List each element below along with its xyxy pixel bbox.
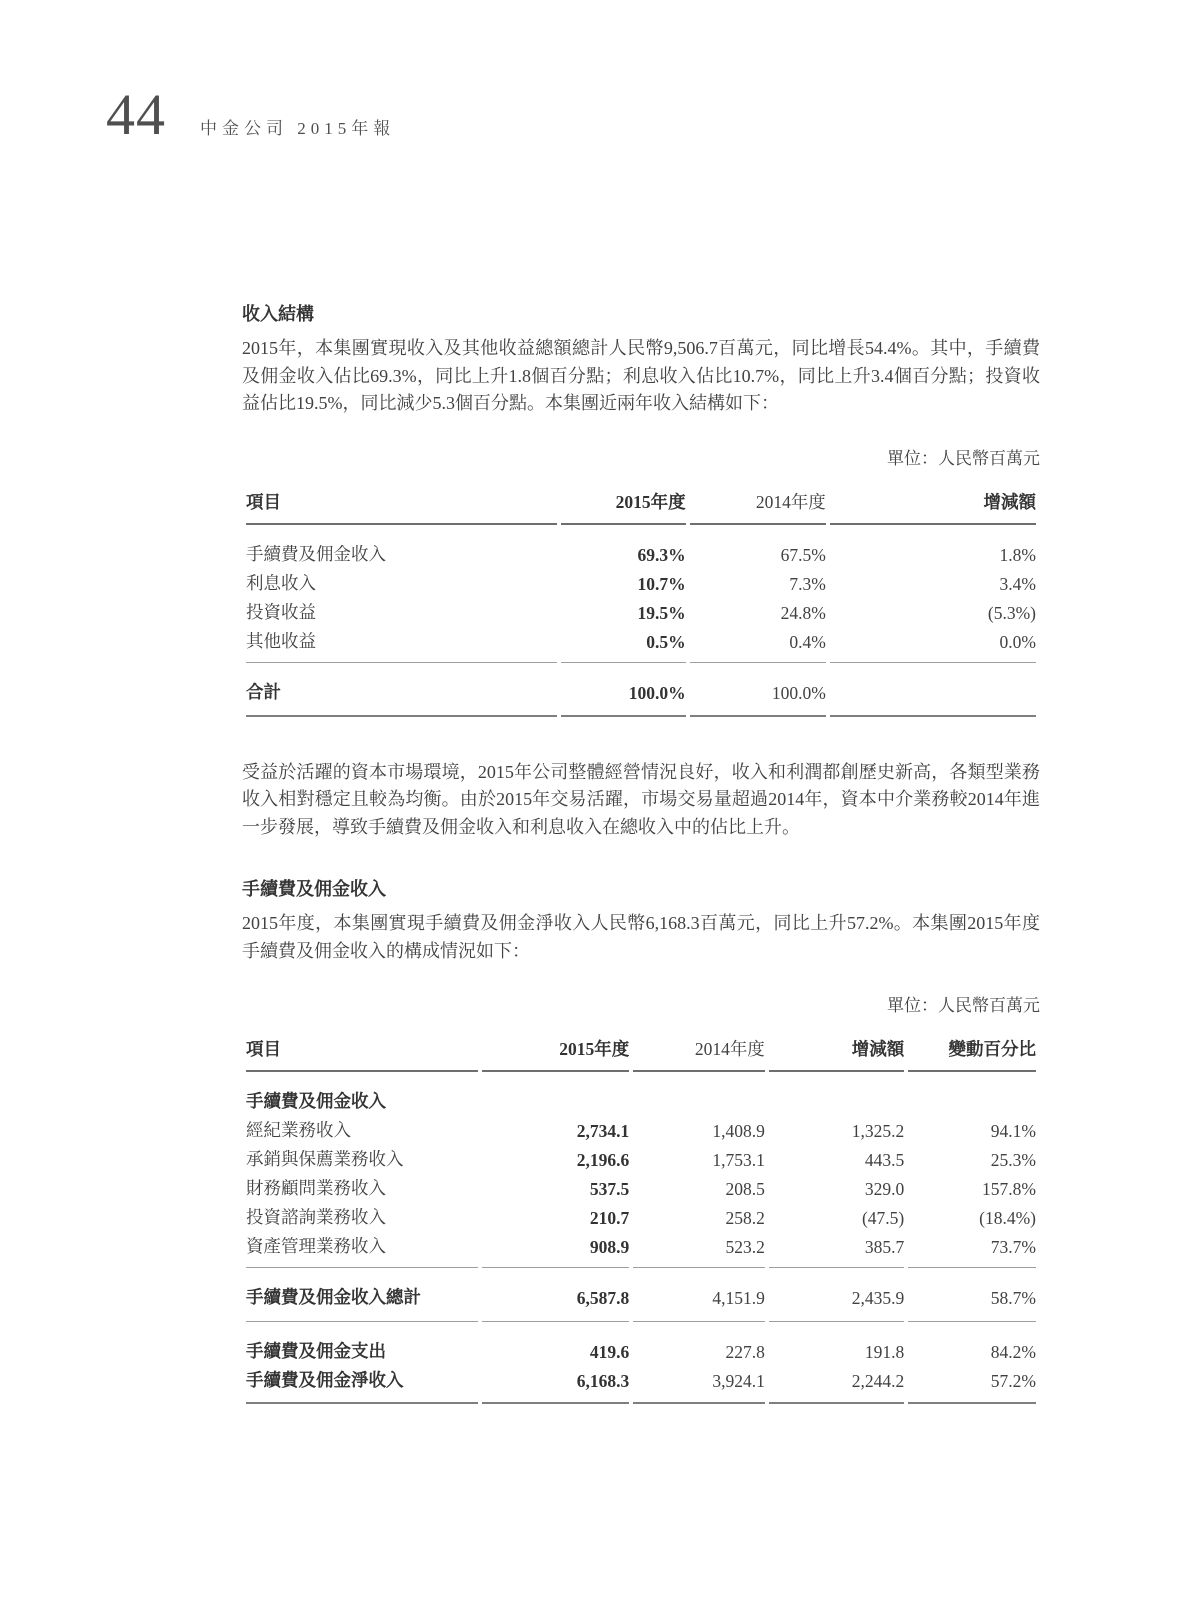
cell-change: 2,244.2 <box>769 1363 904 1404</box>
cell-2014: 4,151.9 <box>633 1268 765 1322</box>
cell-2015: 210.7 <box>589 1208 630 1228</box>
table1-col-header-2014: 2014年度 <box>690 489 826 525</box>
table2-col-header-pct-change: 變動百分比 <box>908 1036 1036 1072</box>
cell-2014: 24.8% <box>780 602 826 623</box>
cell-pct: 84.2% <box>990 1342 1036 1362</box>
cell-2015: 100.0% <box>561 663 685 717</box>
cell-label: 經紀業務收入 <box>246 1120 351 1140</box>
cell-2014: 523.2 <box>633 1229 765 1268</box>
table1-row-other-income <box>246 624 1036 663</box>
revenue-structure-table <box>242 489 1040 717</box>
cell-2014: 100.0% <box>690 663 826 717</box>
cell-2014: 7.3% <box>789 573 826 594</box>
cell-change: 443.5 <box>864 1150 905 1170</box>
cell-change: 1.8% <box>999 544 1036 565</box>
cell-change: 0.0% <box>830 624 1036 663</box>
section-heading-fee-commission: 手續費及佣金收入 <box>242 879 386 899</box>
cell-label: 承銷與保薦業務收入 <box>246 1149 404 1169</box>
table1-col-header-item: 項目 <box>246 489 557 525</box>
cell-2015: 2,734.1 <box>576 1121 630 1141</box>
table2-col-header-2014: 2014年度 <box>633 1036 765 1072</box>
cell-2015: 908.9 <box>482 1229 629 1268</box>
cell-2014: 227.8 <box>725 1342 765 1362</box>
cell-label: 手續費及佣金收入總計 <box>246 1268 478 1322</box>
cell-label: 合計 <box>246 663 557 717</box>
cell-2015: 2,196.6 <box>576 1150 630 1170</box>
cell-change <box>830 663 1036 717</box>
page-header <box>0 0 1190 147</box>
revenue-structure-intro-paragraph: 2015年，本集團實現收入及其他收益總額總計人民幣9,506.7百萬元，同比增長54.4%。其中，手續費及佣金收入佔比69.3%，同比上升1.8個百分點；利息收入佔比10.7%，同比上升3.4個百分點；投資收益佔比19.5%，同比減少5.3個百分點。本集團近兩年收入結構如下： <box>242 338 1040 413</box>
cell-2015: 537.5 <box>589 1179 630 1199</box>
fee-commission-table <box>242 1036 1040 1404</box>
table1-row-interest-income <box>246 566 1036 595</box>
cell-change: 385.7 <box>769 1229 904 1268</box>
cell-change: 1,325.2 <box>851 1121 905 1141</box>
cell-2015: 0.5% <box>561 624 685 663</box>
table2-net-income-row <box>246 1363 1036 1404</box>
report-title: 中金公司 2015年報 <box>200 119 396 138</box>
table1-col-header-2015: 2015年度 <box>561 489 685 525</box>
cell-change: 329.0 <box>864 1179 905 1199</box>
cell-pct: 157.8% <box>982 1179 1036 1199</box>
table2-group-header-row <box>246 1072 1036 1113</box>
table2-row-underwriting-sponsorship <box>246 1142 1036 1171</box>
cell-2014: 258.2 <box>725 1208 765 1228</box>
cell-2015: 6,168.3 <box>482 1363 629 1404</box>
cell-label: 財務顧問業務收入 <box>246 1178 386 1198</box>
unit-note-table2: 單位：人民幣百萬元 <box>887 996 1040 1015</box>
cell-change: 3.4% <box>999 573 1036 594</box>
cell-label: 資產管理業務收入 <box>246 1229 478 1268</box>
table2-total-row <box>246 1268 1036 1322</box>
cell-label: 其他收益 <box>246 624 557 663</box>
cell-label: 手續費及佣金支出 <box>246 1341 386 1361</box>
cell-pct: (18.4%) <box>979 1208 1036 1228</box>
cell-2014: 3,924.1 <box>633 1363 765 1404</box>
unit-note-table1: 單位：人民幣百萬元 <box>887 448 1040 468</box>
cell-pct: 94.1% <box>990 1121 1036 1141</box>
cell-group-label: 手續費及佣金收入 <box>246 1091 386 1111</box>
table2-expense-row <box>246 1322 1036 1363</box>
cell-pct: 57.2% <box>908 1363 1036 1404</box>
revenue-structure-commentary-paragraph: 受益於活躍的資本市場環境，2015年公司整體經營情況良好，收入和利潤都創歷史新高，各類型業務收入相對穩定且較為均衡。由於2015年交易活躍，市場交易量超過2014年，資本中介業務較2014年進一步發展，導致手續費及佣金收入和利息收入在總收入中的佔比上升。 <box>242 761 1040 837</box>
cell-pct: 58.7% <box>908 1268 1036 1322</box>
fee-commission-section <box>242 875 1040 965</box>
page-content <box>242 300 1040 1404</box>
cell-label: 投資諮詢業務收入 <box>246 1207 386 1227</box>
cell-change: 191.8 <box>864 1342 905 1362</box>
page-number: 44 <box>106 82 166 147</box>
cell-label: 手續費及佣金淨收入 <box>246 1363 478 1404</box>
table1-total-row <box>246 663 1036 717</box>
table1-row-fee-commission <box>246 525 1036 566</box>
table2-row-brokerage <box>246 1113 1036 1142</box>
cell-2015: 69.3% <box>637 544 686 565</box>
table1-header-row <box>246 489 1036 525</box>
cell-change: (5.3%) <box>987 602 1036 623</box>
cell-2015: 6,587.8 <box>482 1268 629 1322</box>
cell-pct: 25.3% <box>990 1150 1036 1170</box>
cell-label: 投資收益 <box>246 601 316 622</box>
cell-2014: 1,753.1 <box>712 1150 765 1170</box>
cell-change: 2,435.9 <box>769 1268 904 1322</box>
table2-col-header-item: 項目 <box>246 1036 478 1072</box>
cell-2015: 419.6 <box>589 1342 630 1362</box>
cell-2014: 67.5% <box>780 544 826 565</box>
table2-row-investment-consulting <box>246 1200 1036 1229</box>
fee-commission-intro-paragraph: 2015年度，本集團實現手續費及佣金淨收入人民幣6,168.3百萬元，同比上升57.2%。本集團2015年度手續費及佣金收入的構成情況如下： <box>242 913 1040 961</box>
table2-col-header-change: 增減額 <box>769 1036 904 1072</box>
table2-header-row <box>246 1036 1036 1072</box>
table2-col-header-2015: 2015年度 <box>482 1036 629 1072</box>
cell-2014: 0.4% <box>690 624 826 663</box>
section-heading-revenue-structure: 收入結構 <box>242 304 314 324</box>
table1-row-investment-income <box>246 595 1036 624</box>
cell-2015: 10.7% <box>637 573 686 594</box>
cell-label: 手續費及佣金收入 <box>246 543 386 564</box>
table2-row-financial-advisory <box>246 1171 1036 1200</box>
cell-2014: 1,408.9 <box>712 1121 765 1141</box>
cell-2014: 208.5 <box>725 1179 765 1199</box>
cell-2015: 19.5% <box>637 602 686 623</box>
cell-change: (47.5) <box>861 1208 905 1228</box>
cell-label: 利息收入 <box>246 572 316 593</box>
table1-col-header-change: 增減額 <box>830 489 1036 525</box>
table2-row-asset-management <box>246 1229 1036 1268</box>
cell-pct: 73.7% <box>908 1229 1036 1268</box>
